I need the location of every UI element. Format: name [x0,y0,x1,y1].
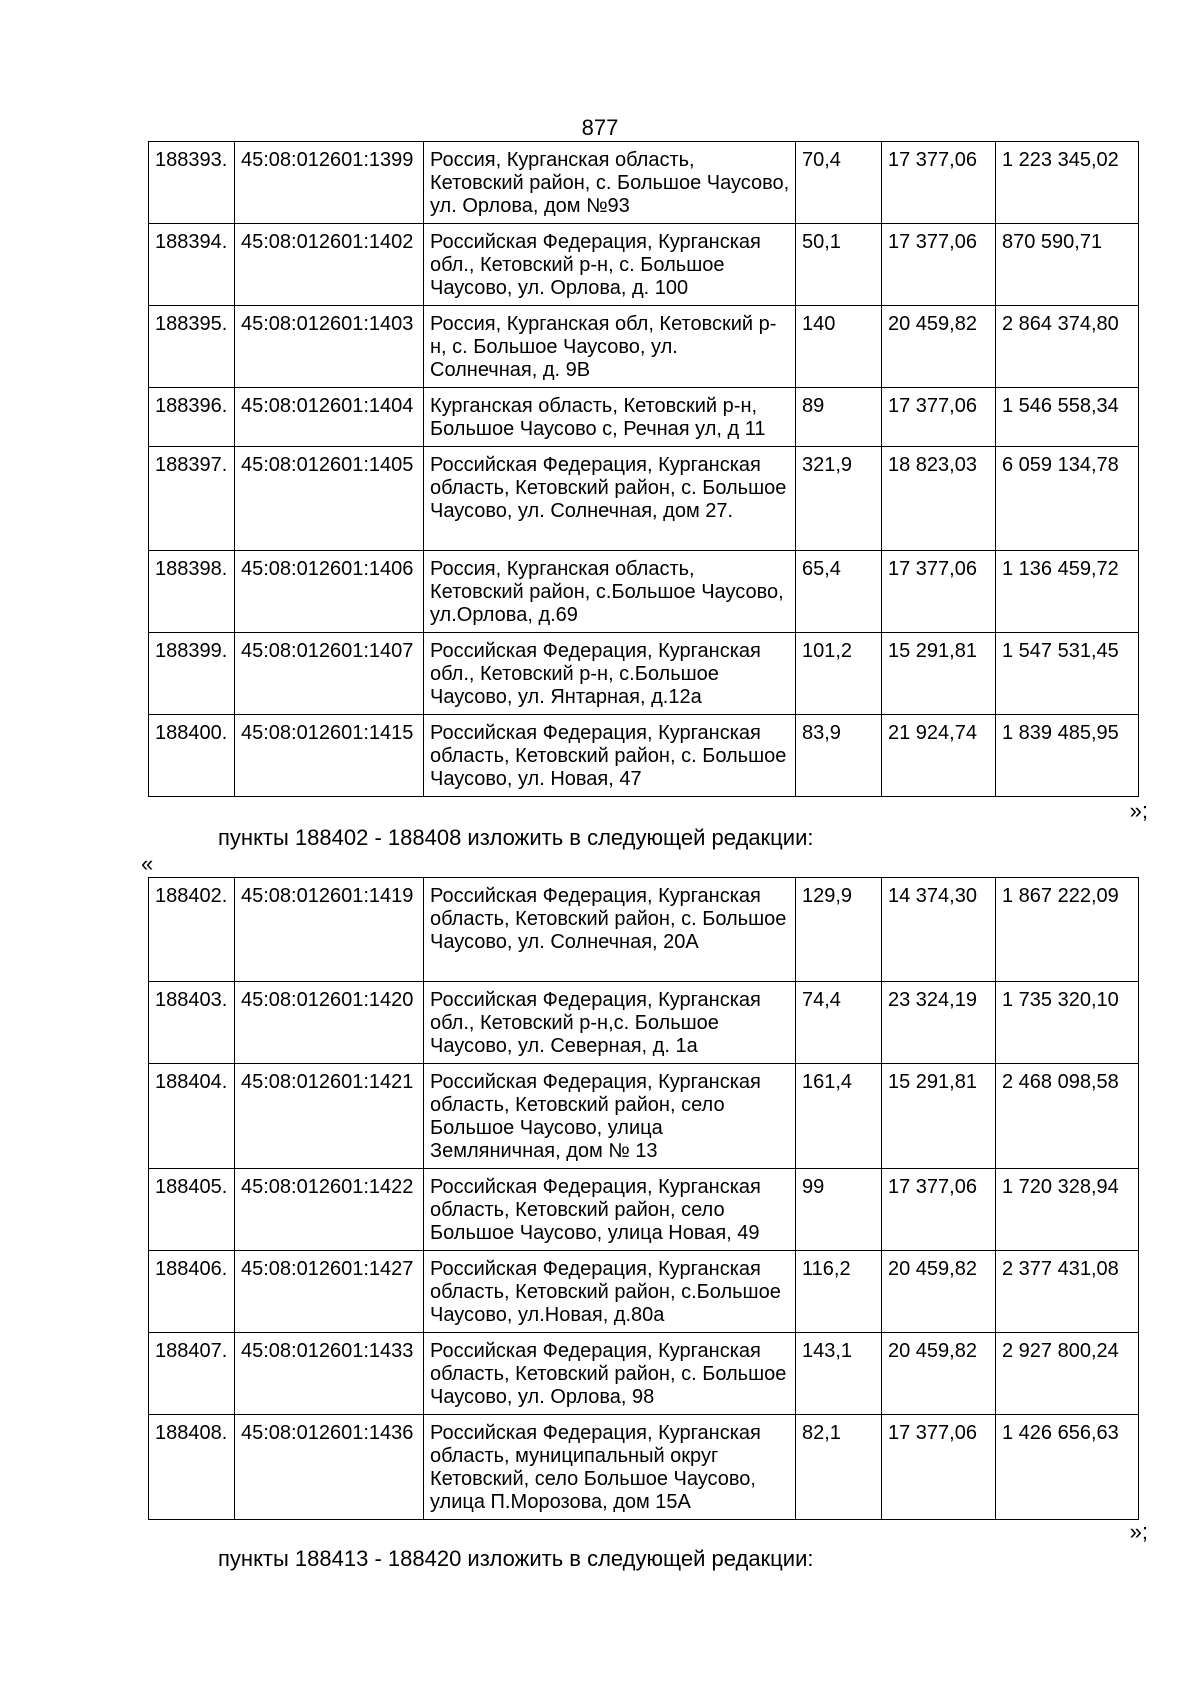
address: Российская Федерация, Курганская область, Кетовский район, с. Большое Чаусово, ул. Солнечная, 20А [424,878,796,982]
amendment-instruction: пункты 188402 - 188408 изложить в следующей редакции: [218,825,814,850]
specific-value: 17 377,06 [882,142,996,224]
area: 89 [796,388,882,447]
specific-value: 21 924,74 [882,715,996,797]
cadastral-value: 870 590,71 [996,224,1139,306]
item-number: 188398. [149,551,235,633]
address: Россия, Курганская область, Кетовский район, с.Большое Чаусово, ул.Орлова, д.69 [424,551,796,633]
closing-quote: »; [1129,798,1148,823]
cadastral-number: 45:08:012601:1422 [235,1169,424,1251]
specific-value: 20 459,82 [882,306,996,388]
cadastral-value: 1 547 531,45 [996,633,1139,715]
item-number: 188394. [149,224,235,306]
table-row [149,142,1139,224]
address: Россия, Курганская область, Кетовский район, с. Большое Чаусово, ул. Орлова, дом №93 [424,142,796,224]
address: Российская Федерация, Курганская область, Кетовский район, с. Большое Чаусово, ул. Новая, 47 [424,715,796,797]
specific-value: 17 377,06 [882,388,996,447]
cadastral-value: 1 735 320,10 [996,982,1139,1064]
cadastral-value: 2 377 431,08 [996,1251,1139,1333]
item-number: 188405. [149,1169,235,1251]
cadastral-value: 1 839 485,95 [996,715,1139,797]
cadastral-value: 1 136 459,72 [996,551,1139,633]
cadastral-value: 6 059 134,78 [996,447,1139,551]
specific-value: 17 377,06 [882,551,996,633]
item-number: 188406. [149,1251,235,1333]
area: 161,4 [796,1064,882,1169]
cadastral-number: 45:08:012601:1404 [235,388,424,447]
cadastral-number: 45:08:012601:1436 [235,1415,424,1520]
closing-quote: »; [1129,1519,1148,1544]
area: 82,1 [796,1415,882,1520]
table-row [149,388,1139,447]
item-number: 188396. [149,388,235,447]
item-number: 188395. [149,306,235,388]
item-number: 188393. [149,142,235,224]
opening-quote: « [141,851,154,876]
address: Российская Федерация, Курганская область, Кетовский район, с.Большое Чаусово, ул.Новая, д.80а [424,1251,796,1333]
address: Российская Федерация, Курганская область, муниципальный округ Кетовский, село Большое Чаусово, улица П.Морозова, дом 15А [424,1415,796,1520]
address: Российская Федерация, Курганская обл., Кетовский р-н,с. Большое Чаусово, ул. Северная, д. 1а [424,982,796,1064]
table-row [149,715,1139,797]
cadastral-number: 45:08:012601:1427 [235,1251,424,1333]
cadastral-value: 2 864 374,80 [996,306,1139,388]
item-number: 188407. [149,1333,235,1415]
item-number: 188399. [149,633,235,715]
item-number: 188404. [149,1064,235,1169]
cadastral-value: 1 426 656,63 [996,1415,1139,1520]
address: Российская Федерация, Курганская область, Кетовский район, с. Большое Чаусово, ул. Орлова, 98 [424,1333,796,1415]
cadastral-number: 45:08:012601:1407 [235,633,424,715]
item-number: 188408. [149,1415,235,1520]
area: 50,1 [796,224,882,306]
specific-value: 18 823,03 [882,447,996,551]
area: 116,2 [796,1251,882,1333]
cadastral-number: 45:08:012601:1403 [235,306,424,388]
item-number: 188403. [149,982,235,1064]
page-number: 877 [581,115,619,140]
cadastral-number: 45:08:012601:1420 [235,982,424,1064]
cadastral-value: 2 927 800,24 [996,1333,1139,1415]
area: 74,4 [796,982,882,1064]
table-row [149,447,1139,551]
cadastral-value: 1 867 222,09 [996,878,1139,982]
specific-value: 15 291,81 [882,633,996,715]
table-row [149,1251,1139,1333]
area: 65,4 [796,551,882,633]
cadastral-number: 45:08:012601:1406 [235,551,424,633]
address: Российская Федерация, Курганская область, Кетовский район, с. Большое Чаусово, ул. Солнечная, дом 27. [424,447,796,551]
area: 143,1 [796,1333,882,1415]
table-row [149,982,1139,1064]
area: 83,9 [796,715,882,797]
property-table-2 [148,877,1139,1520]
table-row [149,1415,1139,1520]
specific-value: 20 459,82 [882,1251,996,1333]
table-row [149,633,1139,715]
table-row [149,878,1139,982]
table-row [149,1169,1139,1251]
cadastral-number: 45:08:012601:1405 [235,447,424,551]
item-number: 188400. [149,715,235,797]
specific-value: 17 377,06 [882,1415,996,1520]
area: 140 [796,306,882,388]
property-table-1 [148,141,1139,797]
table-row [149,551,1139,633]
specific-value: 20 459,82 [882,1333,996,1415]
cadastral-value: 1 546 558,34 [996,388,1139,447]
address: Российская Федерация, Курганская обл., Кетовский р-н, с.Большое Чаусово, ул. Янтарная, д.12а [424,633,796,715]
area: 101,2 [796,633,882,715]
cadastral-number: 45:08:012601:1419 [235,878,424,982]
area: 70,4 [796,142,882,224]
cadastral-number: 45:08:012601:1433 [235,1333,424,1415]
amendment-instruction: пункты 188413 - 188420 изложить в следующей редакции: [218,1546,814,1571]
cadastral-number: 45:08:012601:1399 [235,142,424,224]
cadastral-value: 1 223 345,02 [996,142,1139,224]
area: 129,9 [796,878,882,982]
cadastral-number: 45:08:012601:1402 [235,224,424,306]
item-number: 188402. [149,878,235,982]
address: Российская Федерация, Курганская область, Кетовский район, село Большое Чаусово, улица Земляничная, дом № 13 [424,1064,796,1169]
area: 321,9 [796,447,882,551]
cadastral-number: 45:08:012601:1421 [235,1064,424,1169]
cadastral-number: 45:08:012601:1415 [235,715,424,797]
address: Россия, Курганская обл, Кетовский р-н, с. Большое Чаусово, ул. Солнечная, д. 9В [424,306,796,388]
specific-value: 23 324,19 [882,982,996,1064]
cadastral-value: 2 468 098,58 [996,1064,1139,1169]
specific-value: 15 291,81 [882,1064,996,1169]
specific-value: 17 377,06 [882,1169,996,1251]
table-row [149,1333,1139,1415]
specific-value: 14 374,30 [882,878,996,982]
address: Российская Федерация, Курганская область, Кетовский район, село Большое Чаусово, улица Новая, 49 [424,1169,796,1251]
specific-value: 17 377,06 [882,224,996,306]
area: 99 [796,1169,882,1251]
table-row [149,306,1139,388]
cadastral-value: 1 720 328,94 [996,1169,1139,1251]
table-row [149,224,1139,306]
table-row [149,1064,1139,1169]
address: Курганская область, Кетовский р-н, Большое Чаусово с, Речная ул, д 11 [424,388,796,447]
item-number: 188397. [149,447,235,551]
address: Российская Федерация, Курганская обл., Кетовский р-н, с. Большое Чаусово, ул. Орлова, д. 100 [424,224,796,306]
